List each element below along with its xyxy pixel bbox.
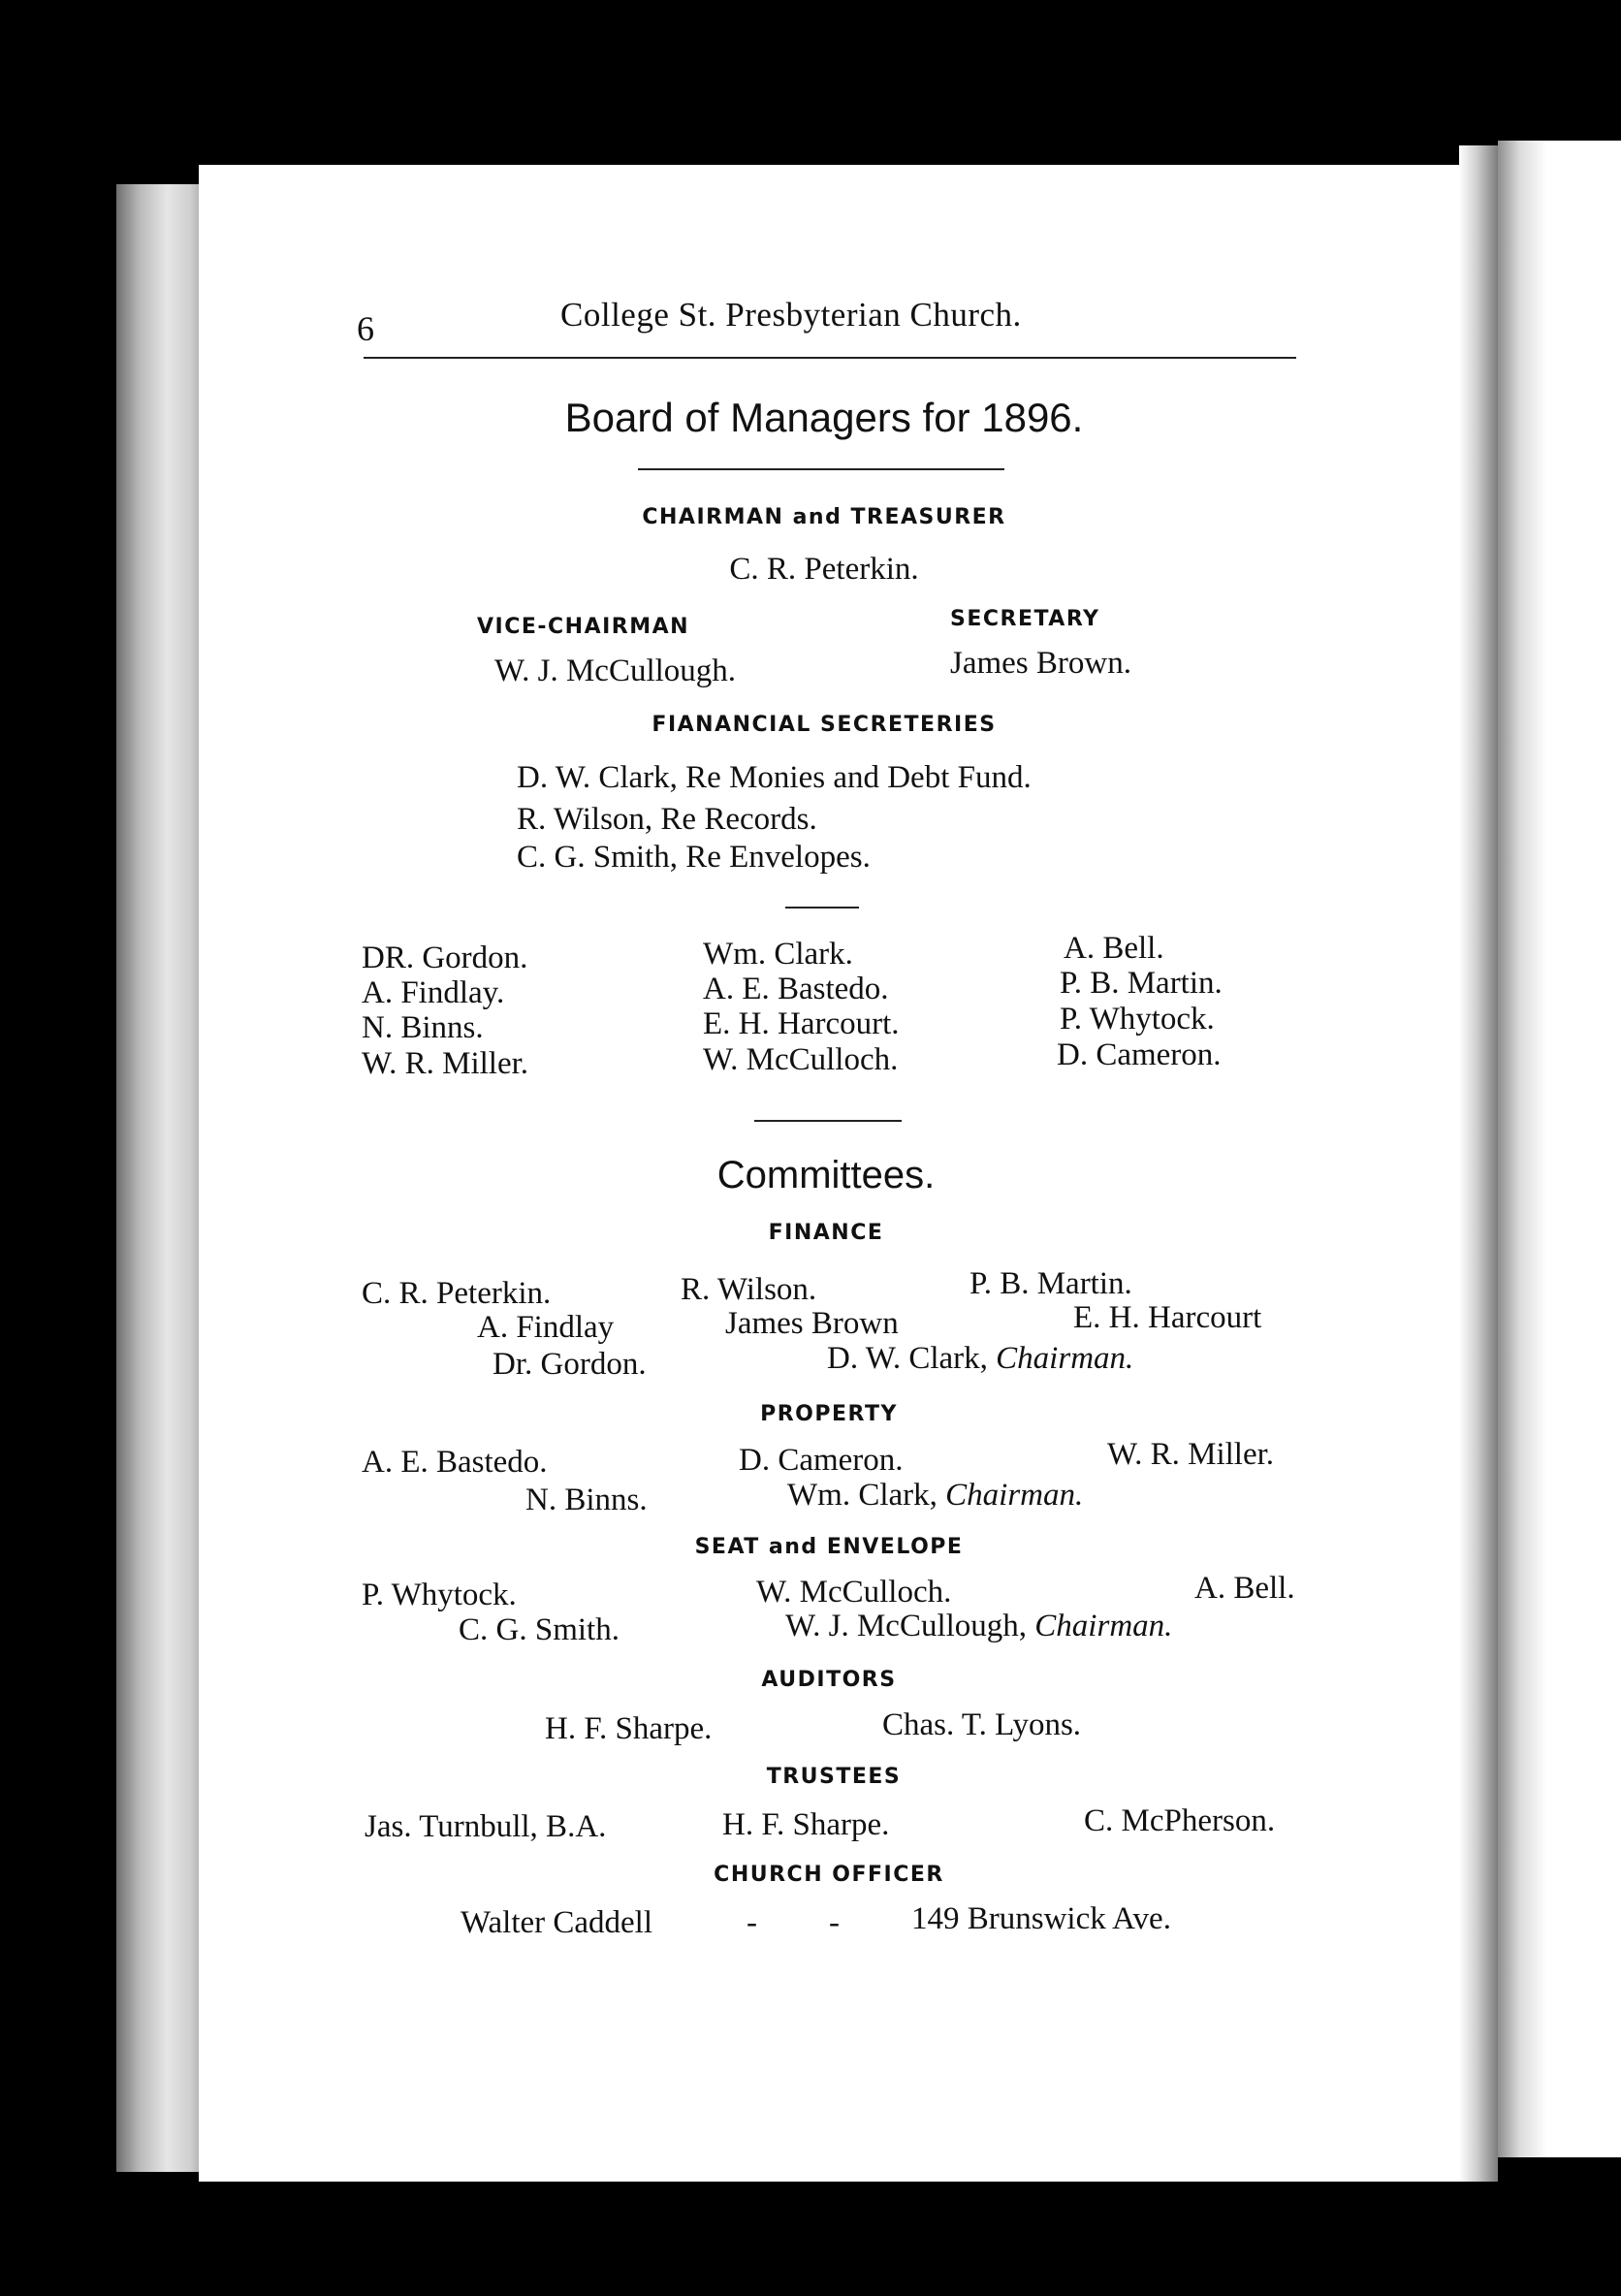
member: P. B. Martin. bbox=[1060, 966, 1223, 1001]
short-rule bbox=[785, 907, 859, 909]
property-member: N. Binns. bbox=[525, 1483, 648, 1517]
auditors-label: AUDITORS bbox=[761, 1668, 897, 1692]
member: A. Bell. bbox=[1064, 931, 1164, 966]
member: P. Whytock. bbox=[1060, 1002, 1215, 1036]
financial-line-2: R. Wilson, Re Records. bbox=[517, 802, 817, 837]
property-chairman-name: Wm. Clark, bbox=[787, 1478, 938, 1513]
header-rule bbox=[364, 357, 1296, 359]
page-number: 6 bbox=[357, 309, 374, 348]
finance-member: P. B. Martin. bbox=[969, 1266, 1132, 1301]
member: Wm. Clark. bbox=[703, 937, 853, 972]
trustees-label: TRUSTEES bbox=[766, 1765, 902, 1789]
seat-chairman-word: Chairman. bbox=[1034, 1609, 1173, 1643]
finance-chairman-word: Chairman. bbox=[996, 1341, 1134, 1376]
financial-label: FIANANCIAL SECRETERIES bbox=[652, 713, 997, 737]
financial-line-1: D. W. Clark, Re Monies and Debt Fund. bbox=[517, 760, 1032, 795]
member: W. McCulloch. bbox=[703, 1042, 899, 1077]
finance-member: A. Findlay bbox=[477, 1310, 615, 1345]
property-member: W. R. Miller. bbox=[1107, 1437, 1275, 1472]
seat-member: C. G. Smith. bbox=[459, 1612, 620, 1647]
vice-chairman-name: W. J. McCullough. bbox=[494, 654, 737, 688]
finance-member: C. R. Peterkin. bbox=[362, 1276, 552, 1311]
seat-member: A. Bell. bbox=[1194, 1571, 1295, 1606]
seat-chairman bbox=[785, 1609, 1172, 1644]
finance-chairman bbox=[827, 1341, 1133, 1377]
member: E. H. Harcourt. bbox=[703, 1006, 900, 1041]
seat-member: W. McCulloch. bbox=[756, 1575, 952, 1610]
spine-shadow bbox=[1459, 145, 1498, 2182]
auditor: H. F. Sharpe. bbox=[545, 1711, 713, 1746]
officer-name: Walter Caddell bbox=[461, 1905, 653, 1940]
title-rule bbox=[638, 468, 1004, 470]
officer-dash: - bbox=[747, 1905, 757, 1940]
member: A. Findlay. bbox=[362, 975, 505, 1010]
committees-title: Committees. bbox=[716, 1154, 936, 1196]
facing-page bbox=[1498, 141, 1621, 2157]
financial-line-3: C. G. Smith, Re Envelopes. bbox=[517, 840, 871, 875]
member: N. Binns. bbox=[362, 1010, 484, 1045]
secretary-name: James Brown. bbox=[950, 646, 1131, 681]
trustee: H. F. Sharpe. bbox=[722, 1807, 890, 1842]
seat-chairman-name: W. J. McCullough, bbox=[785, 1609, 1028, 1643]
trustee: C. McPherson. bbox=[1084, 1803, 1276, 1838]
property-member: D. Cameron. bbox=[739, 1443, 904, 1478]
property-chairman bbox=[787, 1478, 1083, 1514]
board-title: Board of Managers for 1896. bbox=[564, 395, 1084, 440]
vice-chairman-label: VICE-CHAIRMAN bbox=[477, 615, 690, 639]
running-title: College St. Presbyterian Church. bbox=[560, 296, 1022, 334]
finance-member: James Brown bbox=[725, 1306, 899, 1341]
finance-chairman-name: D. W. Clark, bbox=[827, 1341, 988, 1376]
finance-label: FINANCE bbox=[768, 1221, 884, 1245]
finance-member: Dr. Gordon. bbox=[493, 1347, 647, 1382]
member: A. E. Bastedo. bbox=[703, 972, 889, 1006]
member: D. Cameron. bbox=[1057, 1037, 1222, 1072]
property-label: PROPERTY bbox=[760, 1402, 898, 1426]
finance-member: E. H. Harcourt bbox=[1073, 1300, 1262, 1335]
auditor: Chas. T. Lyons. bbox=[882, 1707, 1082, 1742]
book-page-edges bbox=[116, 184, 208, 2172]
property-chairman-word: Chairman. bbox=[945, 1478, 1084, 1513]
seat-envelope-label: SEAT and ENVELOPE bbox=[694, 1535, 964, 1559]
seat-member: P. Whytock. bbox=[362, 1578, 517, 1612]
finance-member: R. Wilson. bbox=[681, 1272, 817, 1307]
trustee: Jas. Turnbull, B.A. bbox=[365, 1809, 607, 1844]
member: DR. Gordon. bbox=[362, 941, 528, 975]
property-member: A. E. Bastedo. bbox=[362, 1445, 548, 1480]
chairman-name: C. R. Peterkin. bbox=[729, 552, 919, 587]
chairman-label: CHAIRMAN and TREASURER bbox=[642, 505, 1006, 529]
section-rule bbox=[754, 1120, 902, 1122]
church-officer-label: CHURCH OFFICER bbox=[714, 1863, 944, 1887]
secretary-label: SECRETARY bbox=[950, 607, 1100, 631]
officer-dash: - bbox=[829, 1905, 840, 1940]
member: W. R. Miller. bbox=[362, 1046, 529, 1081]
officer-address: 149 Brunswick Ave. bbox=[911, 1901, 1171, 1936]
